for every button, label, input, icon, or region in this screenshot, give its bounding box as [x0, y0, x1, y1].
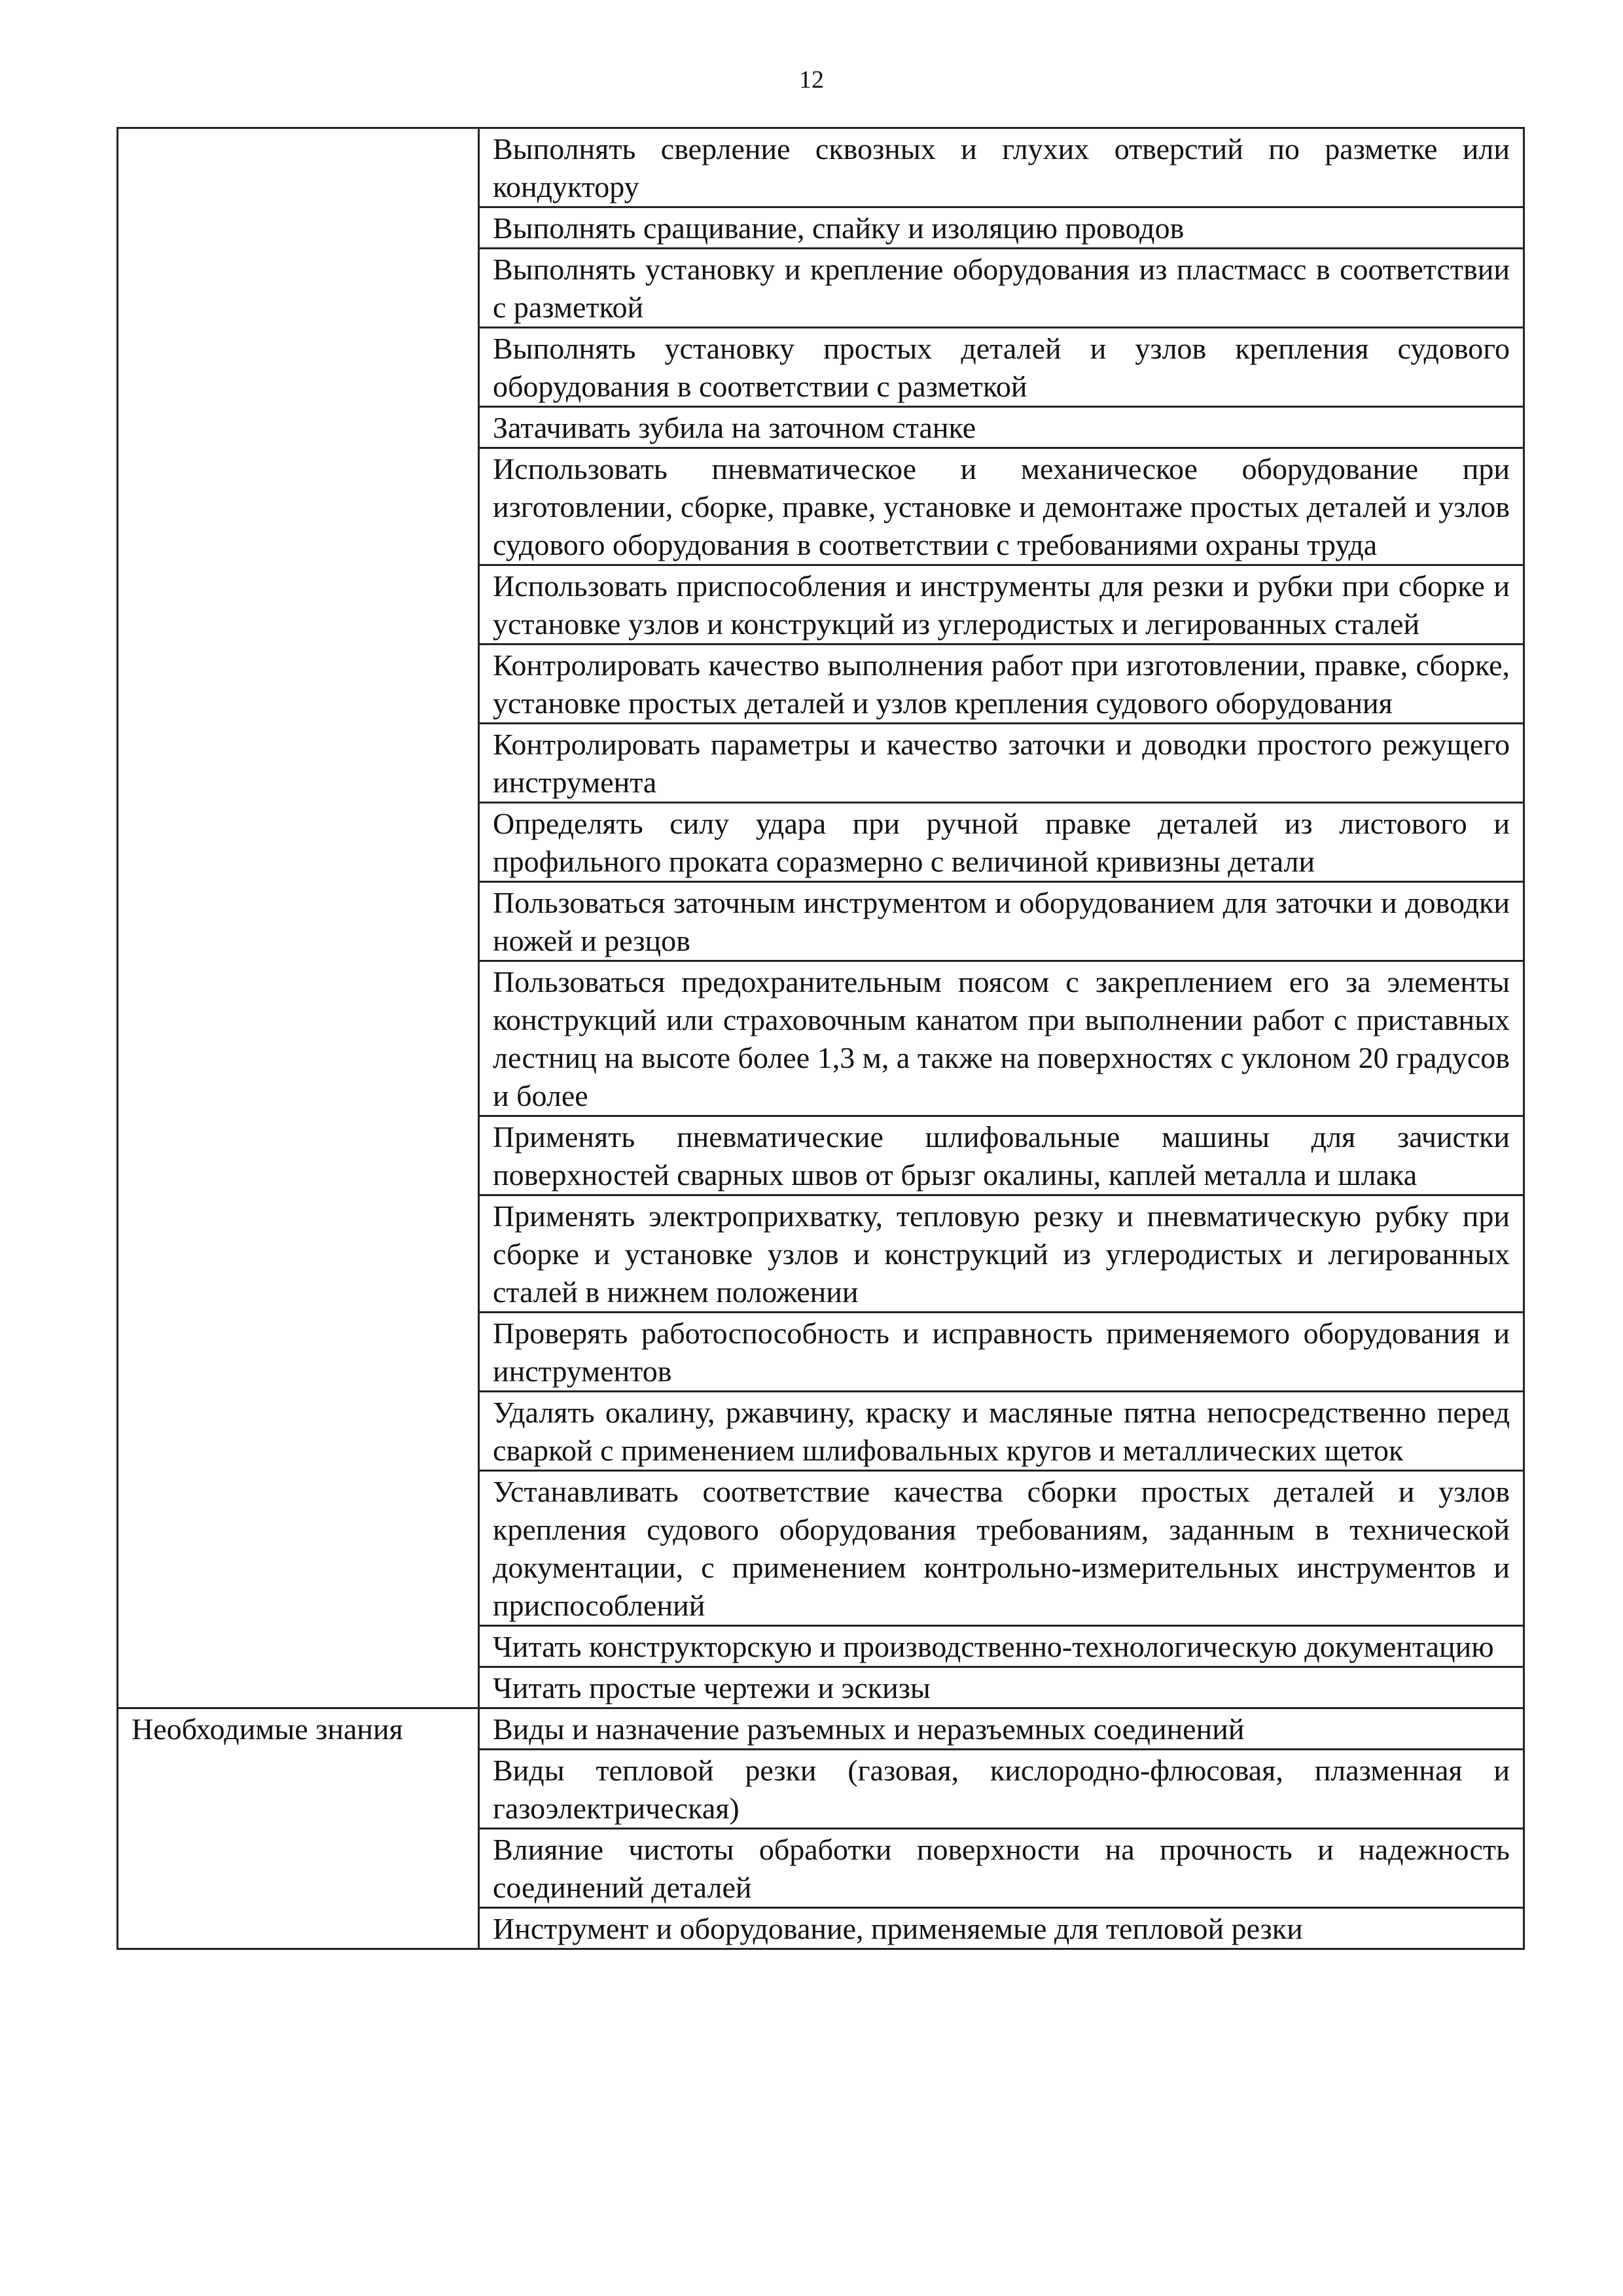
requirement-item: Читать простые чертежи и эскизы [479, 1667, 1524, 1708]
requirement-item: Выполнять сверление сквозных и глухих отверстий по разметке или кондуктору [479, 128, 1524, 207]
section-label [118, 128, 479, 1708]
requirement-item: Использовать приспособления и инструменты для резки и рубки при сборке и установке узлов и конструкций из углеродистых и легированных сталей [479, 565, 1524, 645]
requirement-item: Применять электроприхватку, тепловую резку и пневматическую рубку при сборке и установке узлов и конструкций из углеродистых и легированных сталей в нижнем положении [479, 1195, 1524, 1313]
section-label: Необходимые знания [118, 1708, 479, 1949]
table-body [118, 128, 1524, 1949]
requirement-item: Влияние чистоты обработки поверхности на прочность и надежность соединений деталей [479, 1829, 1524, 1908]
requirement-item: Выполнять сращивание, спайку и изоляцию проводов [479, 207, 1524, 249]
table-row [118, 128, 1524, 207]
page-number: 12 [799, 66, 824, 94]
requirement-item: Выполнять установку простых деталей и узлов крепления судового оборудования в соответствии с разметкой [479, 328, 1524, 407]
requirement-item: Удалять окалину, ржавчину, краску и масляные пятна непосредственно перед сваркой с применением шлифовальных кругов и металлических щеток [479, 1392, 1524, 1471]
requirement-item: Выполнять установку и крепление оборудования из пластмасс в соответствии с разметкой [479, 249, 1524, 328]
requirement-item: Пользоваться предохранительным поясом с закреплением его за элементы конструкций или страховочным канатом при выполнении работ с приставных лестниц на высоте более 1,3 м, а также на поверхностях с уклоном 20 градусов и более [479, 961, 1524, 1116]
requirement-item: Затачивать зубила на заточном станке [479, 407, 1524, 448]
requirement-item: Виды тепловой резки (газовая, кислородно-флюсовая, плазменная и газоэлектрическая) [479, 1750, 1524, 1829]
competency-table [116, 127, 1525, 1950]
requirement-item: Пользоваться заточным инструментом и оборудованием для заточки и доводки ножей и резцов [479, 882, 1524, 961]
requirement-item: Инструмент и оборудование, применяемые для тепловой резки [479, 1908, 1524, 1949]
requirement-item: Определять силу удара при ручной правке деталей из листового и профильного проката соразмерно с величиной кривизны детали [479, 803, 1524, 882]
requirement-item: Применять пневматические шлифовальные машины для зачистки поверхностей сварных швов от брызг окалины, каплей металла и шлака [479, 1116, 1524, 1195]
requirement-item: Виды и назначение разъемных и неразъемных соединений [479, 1708, 1524, 1750]
requirement-item: Контролировать качество выполнения работ при изготовлении, правке, сборке, установке простых деталей и узлов крепления судового оборудования [479, 645, 1524, 724]
requirement-item: Контролировать параметры и качество заточки и доводки простого режущего инструмента [479, 724, 1524, 803]
requirement-item: Устанавливать соответствие качества сборки простых деталей и узлов крепления судового оборудования требованиям, заданным в технической документации, с применением контрольно-измерительных инструментов и приспособлений [479, 1471, 1524, 1626]
requirement-item: Использовать пневматическое и механическое оборудование при изготовлении, сборке, правке, установке и демонтаже простых деталей и узлов судового оборудования в соответствии с требованиями охраны труда [479, 448, 1524, 565]
requirement-item: Читать конструкторскую и производственно-технологическую документацию [479, 1626, 1524, 1667]
requirement-item: Проверять работоспособность и исправность применяемого оборудования и инструментов [479, 1313, 1524, 1392]
table-row [118, 1708, 1524, 1750]
